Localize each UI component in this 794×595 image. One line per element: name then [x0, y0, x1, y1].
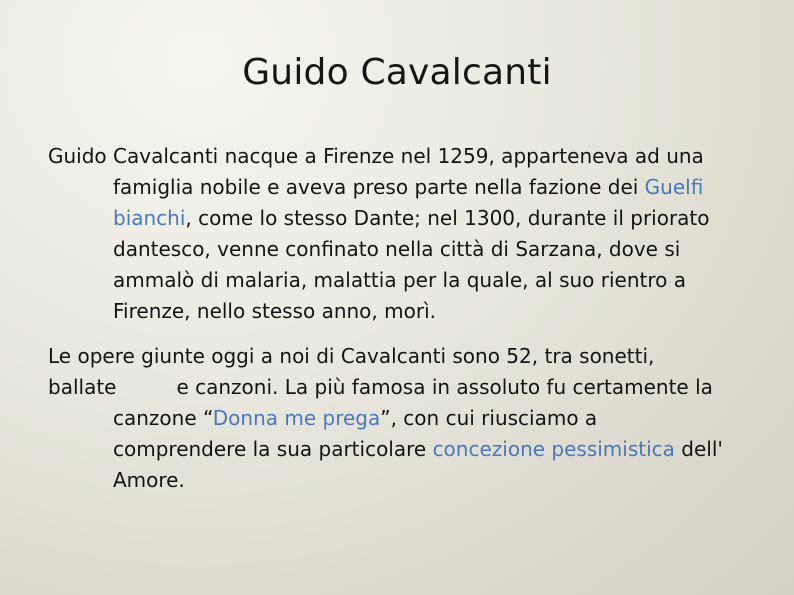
text-line — [48, 296, 762, 327]
text-line — [48, 234, 762, 265]
text-span: ”, con cui riusciamo a — [380, 406, 598, 430]
text-line — [48, 265, 762, 296]
text-line — [48, 203, 762, 234]
text-span: comprendere la sua particolare — [113, 437, 433, 461]
text-span: canzone “ — [113, 406, 213, 430]
text-line — [48, 465, 762, 496]
paragraph-biography — [48, 141, 762, 327]
text-line — [48, 341, 762, 372]
text-line — [48, 141, 762, 172]
link-donna-me-prega[interactable]: Donna me prega — [212, 406, 381, 430]
link-concezione-pessimistica[interactable]: concezione pessimistica — [432, 437, 675, 461]
text-line — [48, 403, 762, 434]
text-span: ballate — [48, 375, 117, 399]
text-span: Amore. — [113, 468, 185, 492]
text-span: Guido Cavalcanti nacque a Firenze nel 1259, apparteneva ad una — [48, 144, 704, 168]
text-line — [48, 434, 762, 465]
paragraph-works — [48, 341, 762, 496]
link-guelfi-bianchi[interactable]: Guelfi — [644, 175, 704, 199]
text-span: dantesco, venne confinato nella città di Sarzana, dove si — [113, 237, 681, 261]
link-guelfi-bianchi-cont[interactable]: bianchi — [113, 206, 186, 230]
text-line — [48, 372, 762, 403]
text-span: e canzoni. La più famosa in assoluto fu certamente la — [176, 375, 713, 399]
text-span: , come lo stesso Dante; nel 1300, durante il priorato — [185, 206, 710, 230]
text-span: Le opere giunte oggi a noi di Cavalcanti sono 52, tra sonetti, — [48, 344, 655, 368]
text-line — [48, 172, 762, 203]
text-span: famiglia nobile e aveva preso parte nella fazione dei — [113, 175, 645, 199]
text-span: ammalò di malaria, malattia per la quale, al suo rientro a — [113, 268, 686, 292]
slide-title: Guido Cavalcanti — [242, 52, 552, 93]
text-span: Firenze, nello stesso anno, morì. — [113, 299, 436, 323]
text-span: dell' — [674, 437, 723, 461]
